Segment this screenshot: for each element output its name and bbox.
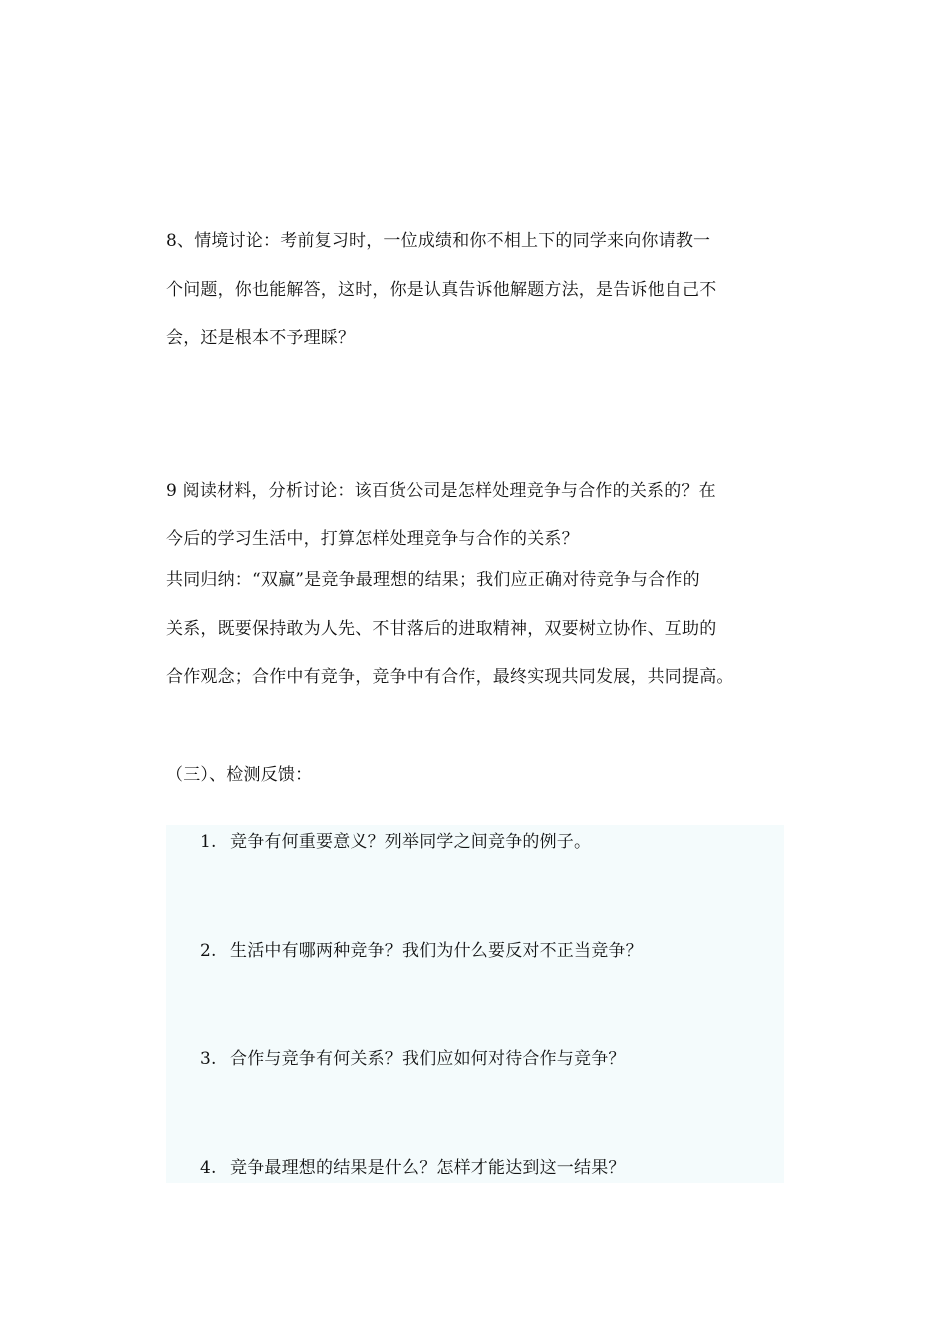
- quiz-item-number: 2.: [200, 941, 217, 961]
- summary-line-1: 共同归纳：“双赢”是竞争最理想的结果；我们应正确对待竞争与合作的: [166, 570, 700, 590]
- question-8-line-1: 8、情境讨论：考前复习时，一位成绩和你不相上下的同学来向你请教一: [166, 231, 711, 251]
- quiz-item-number: 3.: [200, 1049, 217, 1069]
- quiz-item-text: 竞争有何重要意义？列举同学之间竞争的例子。: [230, 832, 592, 852]
- quiz-list: [166, 825, 784, 1183]
- section-heading: （三）、检测反馈：: [166, 765, 313, 785]
- quiz-item-text: 竞争最理想的结果是什么？怎样才能达到这一结果？: [230, 1158, 626, 1178]
- quiz-item-number: 4.: [200, 1158, 217, 1178]
- quiz-item: [200, 939, 643, 963]
- question-8-line-2: 个问题，你也能解答，这时，你是认真告诉他解题方法，是告诉他自己不: [166, 280, 717, 300]
- quiz-item-text: 合作与竞争有何关系？我们应如何对待合作与竞争？: [230, 1049, 626, 1069]
- quiz-item-text: 生活中有哪两种竞争？我们为什么要反对不正当竞争？: [230, 941, 643, 961]
- summary-line-2: 关系，既要保持敢为人先、不甘落后的进取精神，双要树立协作、互助的: [166, 619, 717, 639]
- quiz-item-number: 1.: [200, 832, 217, 852]
- question-9-line-2: 今后的学习生活中，打算怎样处理竞争与合作的关系？: [166, 529, 579, 549]
- question-8-line-3: 会，还是根本不予理睬？: [166, 328, 356, 348]
- question-9-line-1: 9 阅读材料，分析讨论：该百货公司是怎样处理竞争与合作的关系的？在: [166, 481, 716, 501]
- quiz-item: [200, 1047, 626, 1071]
- quiz-item: [200, 830, 591, 854]
- quiz-item: [200, 1156, 626, 1180]
- summary-line-3: 合作观念；合作中有竞争，竞争中有合作，最终实现共同发展，共同提高。: [166, 667, 734, 687]
